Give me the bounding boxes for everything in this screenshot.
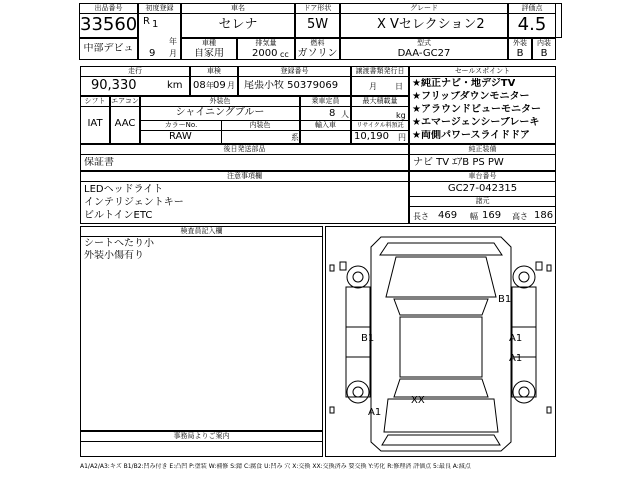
color-value: シャイニングブルー (175, 107, 265, 118)
first-registration-cell (138, 3, 181, 60)
wheel-hub (519, 272, 529, 282)
exterior-grade-label: 外装 (513, 39, 527, 47)
displacement-cell (237, 38, 295, 60)
chassis-value: GC27-042315 (447, 183, 518, 194)
office-notice-label: 事務局よりご案内 (81, 432, 322, 442)
load-block (351, 96, 409, 144)
capacity-label: 乗車定員 (301, 97, 350, 107)
plate-cell (238, 66, 351, 96)
interior-grade-label: 内装 (537, 39, 551, 47)
inspector-item-1: シートへたり小 (84, 238, 154, 249)
notes-label: 注意事項欄 (81, 172, 408, 182)
import-unit: 系 (291, 133, 299, 142)
interior-grade-cell (532, 38, 556, 60)
accessories-label: 後日発送部品 (81, 145, 408, 155)
ac-label: エアコン (111, 97, 139, 105)
recycle-month-unit: 月 (369, 82, 377, 91)
capacity-block (300, 96, 351, 144)
inspection-year: 08 (193, 80, 206, 91)
wheel-hub (353, 387, 363, 397)
color-block (140, 96, 300, 144)
mileage-cell (80, 66, 190, 96)
recycle-fee-value: 10,190 (354, 131, 389, 142)
divider (141, 130, 299, 131)
divider (301, 130, 350, 131)
grade-value: X Vセレクション2 (377, 17, 485, 32)
car-type-label: 車種 (202, 39, 216, 47)
door-label: ドア形状 (296, 4, 339, 14)
score-value: 4.5 (517, 14, 547, 35)
ac-cell (110, 96, 140, 144)
color-no-value: RAW (169, 131, 192, 142)
mirror-left (340, 262, 346, 270)
first-registration-label: 初度登録 (139, 4, 180, 14)
color-label: 外装色 (141, 97, 299, 107)
plate-value: 尾張小牧 50379069 (244, 80, 339, 91)
fuel-cell (295, 38, 340, 60)
notes-cell (80, 171, 409, 224)
corner-mark (547, 265, 551, 271)
factory-equipment-label: 純正装備 (410, 145, 555, 155)
model-name-cell (181, 3, 295, 38)
front-bumper (380, 243, 502, 255)
car-type-value: 自家用 (194, 48, 224, 59)
grade-cell (340, 3, 508, 38)
sales-points-cell (409, 66, 556, 144)
region-cell (79, 38, 138, 60)
damage-mark: B1 (498, 294, 512, 305)
accessories-value: 保証書 (84, 157, 114, 168)
inspection-cell (190, 66, 238, 96)
first-registration-year: 1 (152, 19, 159, 30)
corner-mark (330, 407, 334, 413)
model-code-value: DAA-GC27 (397, 48, 451, 59)
first-registration-month: 9 (149, 48, 156, 59)
interior-color-label: 内装色 (249, 121, 271, 129)
height-value: 186 (534, 210, 554, 221)
chassis-cell (409, 171, 556, 224)
factory-equipment-value: ナビ TV ｴｱB PS PW (413, 157, 504, 168)
mileage-label: 走行 (81, 67, 189, 77)
model-code-label: 型式 (417, 39, 431, 47)
sales-point-2: ★フリップダウンモニター (412, 91, 530, 102)
divider (410, 206, 555, 207)
fuel-value: ガソリン (297, 48, 338, 59)
displacement-unit: cc (280, 50, 289, 59)
sales-point-4: ★エマージェンシーブレーキ (412, 117, 540, 128)
length-value: 469 (438, 210, 458, 221)
damage-mark: A1 (509, 353, 523, 364)
recycle-fee-unit: 円 (398, 133, 406, 142)
import-label: 輸入車 (315, 121, 336, 129)
mileage-unit: km (167, 80, 183, 91)
inspector-label: 検査員記入欄 (81, 227, 322, 237)
door-cell (295, 3, 340, 38)
car-type-cell (181, 38, 237, 60)
recycle-date-label: 譲渡書類発行日 (352, 67, 408, 77)
inspection-label: 車検 (191, 67, 237, 77)
model-name-value: セレナ (218, 17, 258, 32)
model-name-label: 車名 (182, 4, 294, 14)
mileage-value: 90,330 (91, 78, 137, 93)
shift-value: IAT (87, 118, 103, 129)
recycle-date-cell (351, 66, 409, 96)
hood (386, 257, 496, 297)
wheel-rear-left (347, 381, 369, 403)
grade-label: グレード (341, 4, 507, 14)
height-label: 高さ (512, 212, 528, 221)
inspection-month: 09 (213, 80, 226, 91)
exterior-grade-cell (508, 38, 532, 60)
inspection-year-unit: 年 (206, 81, 214, 90)
shift-label: シフト (81, 97, 109, 107)
lot-number-label: 出品番号 (80, 4, 137, 14)
model-code-cell (340, 38, 508, 60)
dimensions-label: 諸元 (475, 197, 490, 205)
corner-mark (547, 407, 551, 413)
length-label: 長さ (413, 212, 429, 221)
lot-number-value: 33560 (80, 14, 137, 35)
lot-number-cell (79, 3, 138, 38)
wheel-rear-right (513, 381, 535, 403)
width-label: 幅 (470, 212, 478, 221)
windshield (394, 299, 488, 315)
chassis-label: 車台番号 (410, 172, 555, 182)
first-registration-era: R (143, 16, 150, 27)
displacement-label: 排気量 (255, 39, 277, 47)
inspection-month-unit: 月 (227, 81, 235, 90)
color-no-label: カラーNo. (164, 121, 198, 129)
roof (400, 317, 482, 377)
sales-point-5: ★両側パワースライドドア (412, 130, 530, 141)
wheel-hub (519, 387, 529, 397)
width-value: 169 (482, 210, 502, 221)
divider (221, 120, 222, 143)
damage-mark: XX (411, 395, 425, 406)
displacement-value: 2000 (252, 48, 278, 59)
legend-text: A1/A2/A3:キズ B1/B2:凹み付き E:凸凹 P:塗装 W:補修 S:錆 C:腐食 U:凹み 穴 X:交換 XX:交換済み 要交換 Y:劣化 R:修理済 評価点 5:最良 A:減点 (80, 463, 471, 470)
inspector-item-2: 外装小傷有り (84, 250, 144, 261)
note-item-2: インテリジェントキー (84, 197, 184, 208)
recycle-fee-label: リサイクル料預託 (356, 122, 404, 129)
interior-grade-value: B (540, 48, 548, 59)
car-diagram-frame (325, 226, 556, 457)
sales-point-3: ★アラウンドビューモニター (412, 104, 541, 115)
shift-cell (80, 96, 110, 144)
month-unit: 月 (169, 49, 177, 58)
door-value: 5W (306, 17, 329, 32)
car-diagram (326, 227, 555, 456)
year-unit: 年 (169, 37, 177, 46)
damage-mark: A1 (509, 333, 523, 344)
inspector-cell (80, 226, 323, 431)
capacity-value: 8 (329, 108, 336, 119)
rear-bumper (382, 435, 500, 445)
score-label: 評価点 (509, 4, 555, 14)
corner-mark (330, 265, 334, 271)
mirror-right (536, 262, 542, 270)
note-item-3: ビルトインETC (84, 210, 153, 221)
wheel-front-left (347, 266, 369, 288)
office-notice-cell (80, 431, 323, 457)
exterior-grade-value: B (516, 48, 524, 59)
note-item-1: LEDヘッドライト (84, 184, 164, 195)
sales-points-label: セールスポイント (410, 67, 555, 77)
rear-door (384, 399, 498, 432)
fuel-label: 燃料 (310, 39, 325, 47)
damage-mark: A1 (368, 407, 382, 418)
sales-point-1: ★純正ナビ・地デジTV (412, 78, 516, 89)
region-value: 中部デビュ (83, 43, 134, 54)
damage-mark: B1 (361, 333, 375, 344)
factory-equipment-cell (409, 144, 556, 171)
accessories-cell (80, 144, 409, 171)
max-load-unit: kg (396, 111, 406, 120)
rear-window (394, 379, 488, 397)
plate-label: 登録番号 (239, 67, 350, 77)
wheel-front-right (513, 266, 535, 288)
capacity-unit: 人 (341, 110, 349, 119)
max-load-label: 最大積載量 (352, 97, 408, 107)
wheel-hub (353, 272, 363, 282)
ac-value: AAC (114, 118, 136, 129)
recycle-day-unit: 日 (395, 82, 403, 91)
body-outline (371, 237, 511, 451)
score-cell (508, 3, 556, 38)
